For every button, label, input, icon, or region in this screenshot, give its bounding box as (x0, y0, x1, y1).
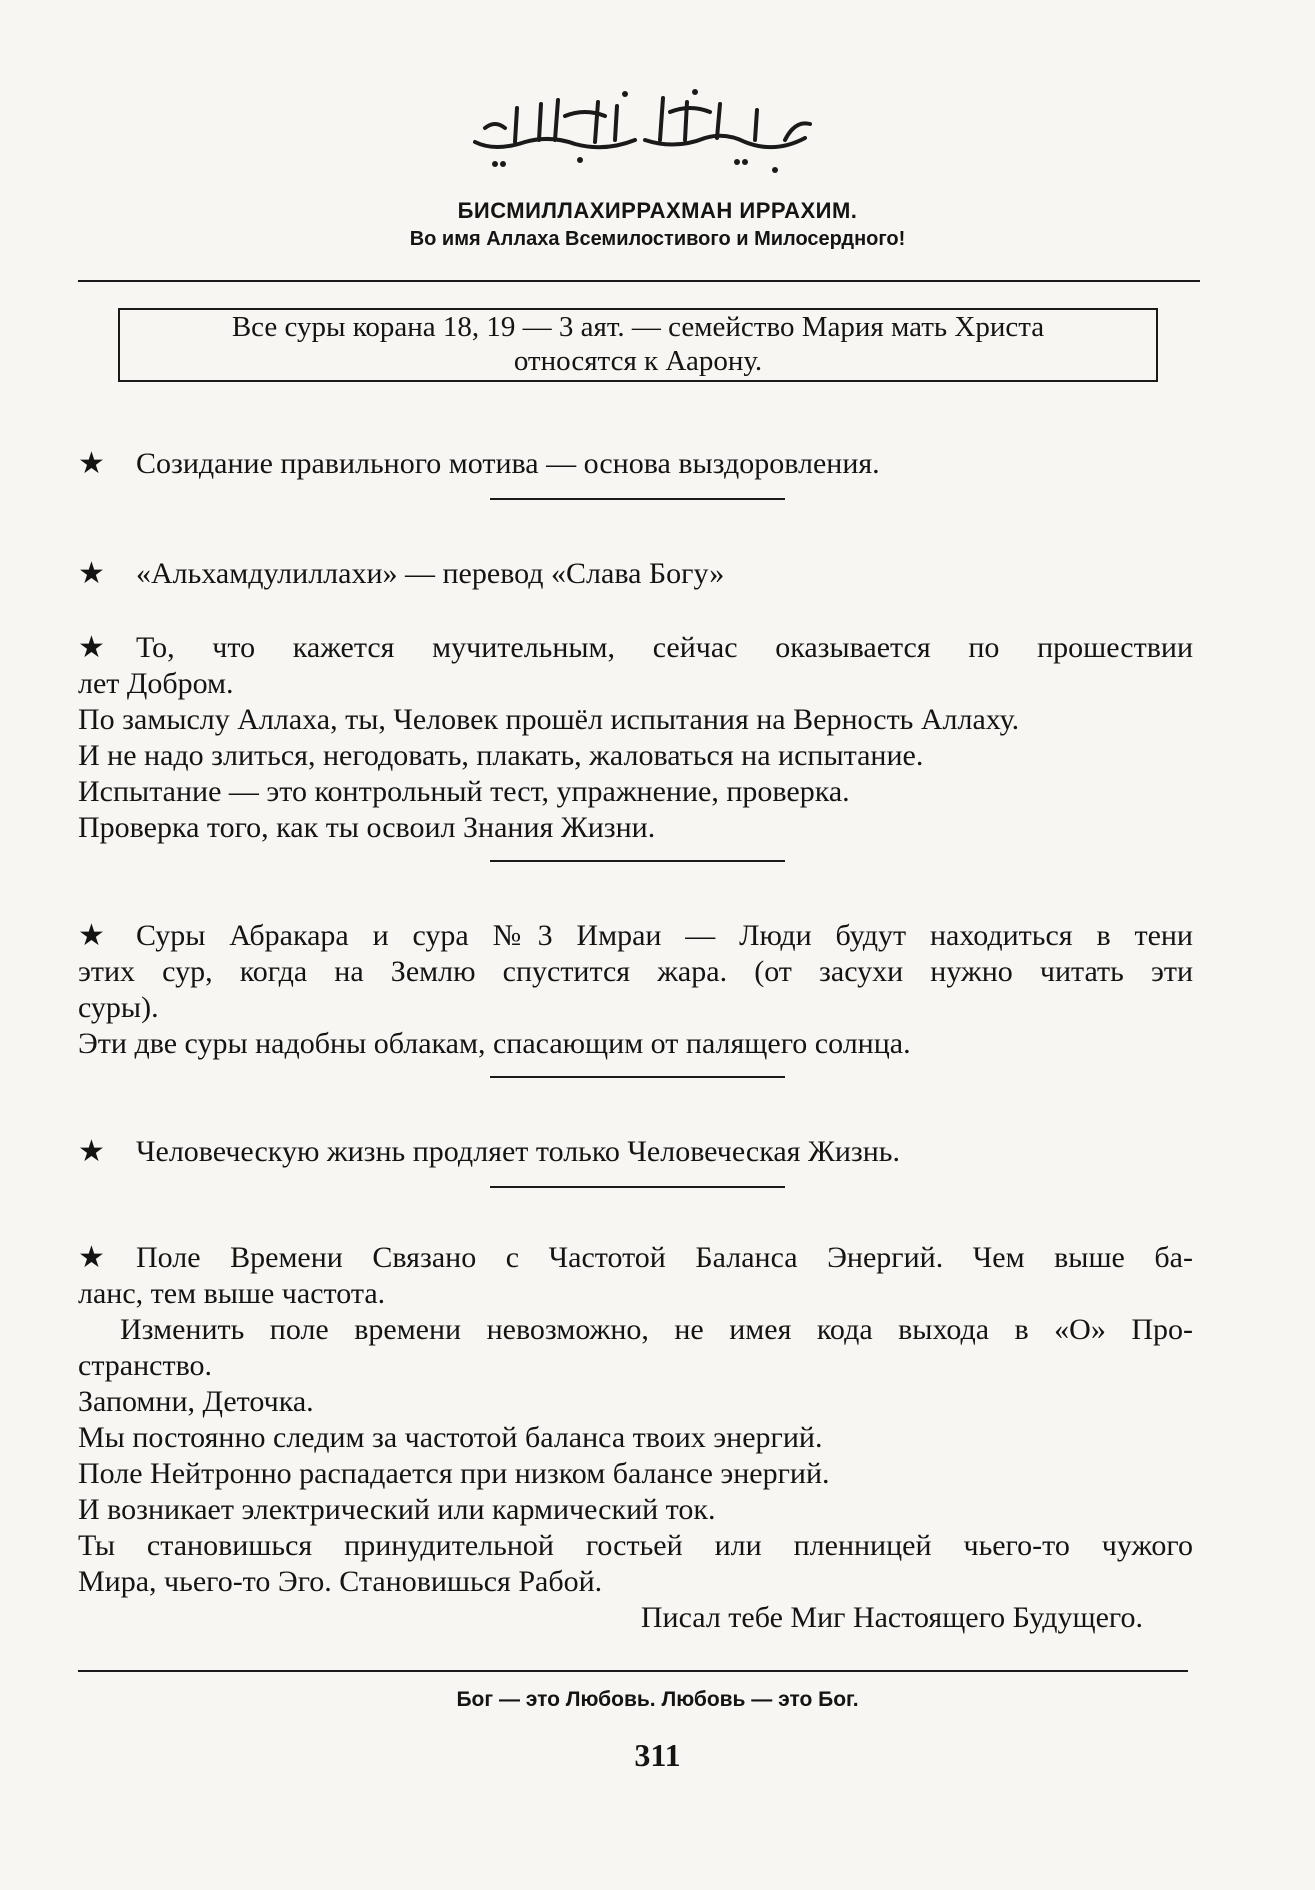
entry-text: лет Добром. (78, 667, 234, 700)
header-divider (78, 280, 1200, 282)
entry-1 (78, 446, 1193, 482)
bismillah-calligraphy (455, 80, 835, 180)
footer-divider (78, 1670, 1188, 1672)
entry-text: Ты становишься принудительной гостьей или пленницей чьего-то чужого (78, 1529, 1193, 1562)
entry-text: Мира, чьего-то Эго. Становишься Рабой. (78, 1565, 603, 1598)
entry-text: суры). (78, 991, 159, 1024)
star-icon: ★ (78, 1134, 105, 1169)
entry-text: «Альхамдулиллахи» — перевод «Слава Богу» (136, 557, 725, 590)
entry-text: По замыслу Аллаха, ты, Человек прошёл испытания на Верность Аллаху. (78, 703, 1020, 736)
entry-text: этих сур, когда на Землю спустится жара. (от засухи нужно читать эти (78, 955, 1193, 988)
header-translation: Во имя Аллаха Всемилостивого и Милосердного! (409, 228, 906, 250)
star-icon: ★ (78, 446, 105, 481)
page-number: 311 (634, 1737, 681, 1773)
section-divider (490, 498, 785, 500)
entry-text: Проверка того, как ты освоил Знания Жизни. (78, 811, 656, 844)
signature-line: Писал тебе Миг Настоящего Будущего. (640, 1601, 1143, 1634)
section-divider (490, 1186, 785, 1188)
entry-text: И не надо злиться, негодовать, плакать, жаловаться на испытание. (78, 739, 924, 772)
entry-text: Эти две суры надобны облакам, спасающим от палящего солнца. (78, 1027, 911, 1060)
section-divider (490, 1076, 785, 1078)
boxed-note (118, 308, 1158, 382)
entry-3 (78, 630, 1193, 846)
entry-4 (78, 918, 1193, 1062)
star-icon: ★ (78, 918, 105, 953)
entry-2 (78, 556, 1193, 592)
entry-text: Человеческую жизнь продляет только Человеческая Жизнь. (136, 1135, 900, 1168)
entry-5 (78, 1134, 1193, 1170)
entry-text: Испытание — это контрольный тест, упражнение, проверка. (78, 775, 850, 808)
entry-text: И возникает электрический или кармический ток. (78, 1493, 716, 1526)
section-divider (490, 860, 785, 862)
entry-text: Поле Нейтронно распадается при низком балансе энергий. (78, 1457, 830, 1490)
entry-text: Изменить поле времени невозможно, не имея кода выхода в «О» Про- (120, 1313, 1193, 1346)
entry-text: Запомни, Деточка. (78, 1385, 314, 1418)
entry-text: Поле Времени Связано с Частотой Баланса Энергий. Чем выше ба- (136, 1241, 1193, 1274)
entry-text: ланс, тем выше частота. (78, 1277, 386, 1310)
entry-text: То, что кажется мучительным, сейчас оказывается по прошествии (136, 631, 1193, 664)
star-icon: ★ (78, 556, 105, 591)
entry-text: странство. (78, 1349, 213, 1382)
boxed-note-line: относятся к Аарону. (513, 345, 763, 377)
footer-motto: Бог — это Любовь. Любовь — это Бог. (456, 1688, 859, 1711)
star-icon: ★ (78, 1240, 105, 1275)
star-icon: ★ (78, 630, 105, 665)
entry-6 (78, 1240, 1193, 1636)
header-transliteration: БИСМИЛЛАХИРРАХМАН ИРРАХИМ. (457, 198, 858, 223)
entry-text: Мы постоянно следим за частотой баланса твоих энергий. (78, 1421, 823, 1454)
boxed-note-line: Все суры корана 18, 19 — 3 аят. — семейство Мария мать Христа (231, 311, 1045, 343)
entry-text: Суры Абракара и сура №3 Имраи — Люди будут находиться в тени (136, 919, 1193, 952)
entry-text: Созидание правильного мотива — основа выздоровления. (136, 447, 880, 480)
